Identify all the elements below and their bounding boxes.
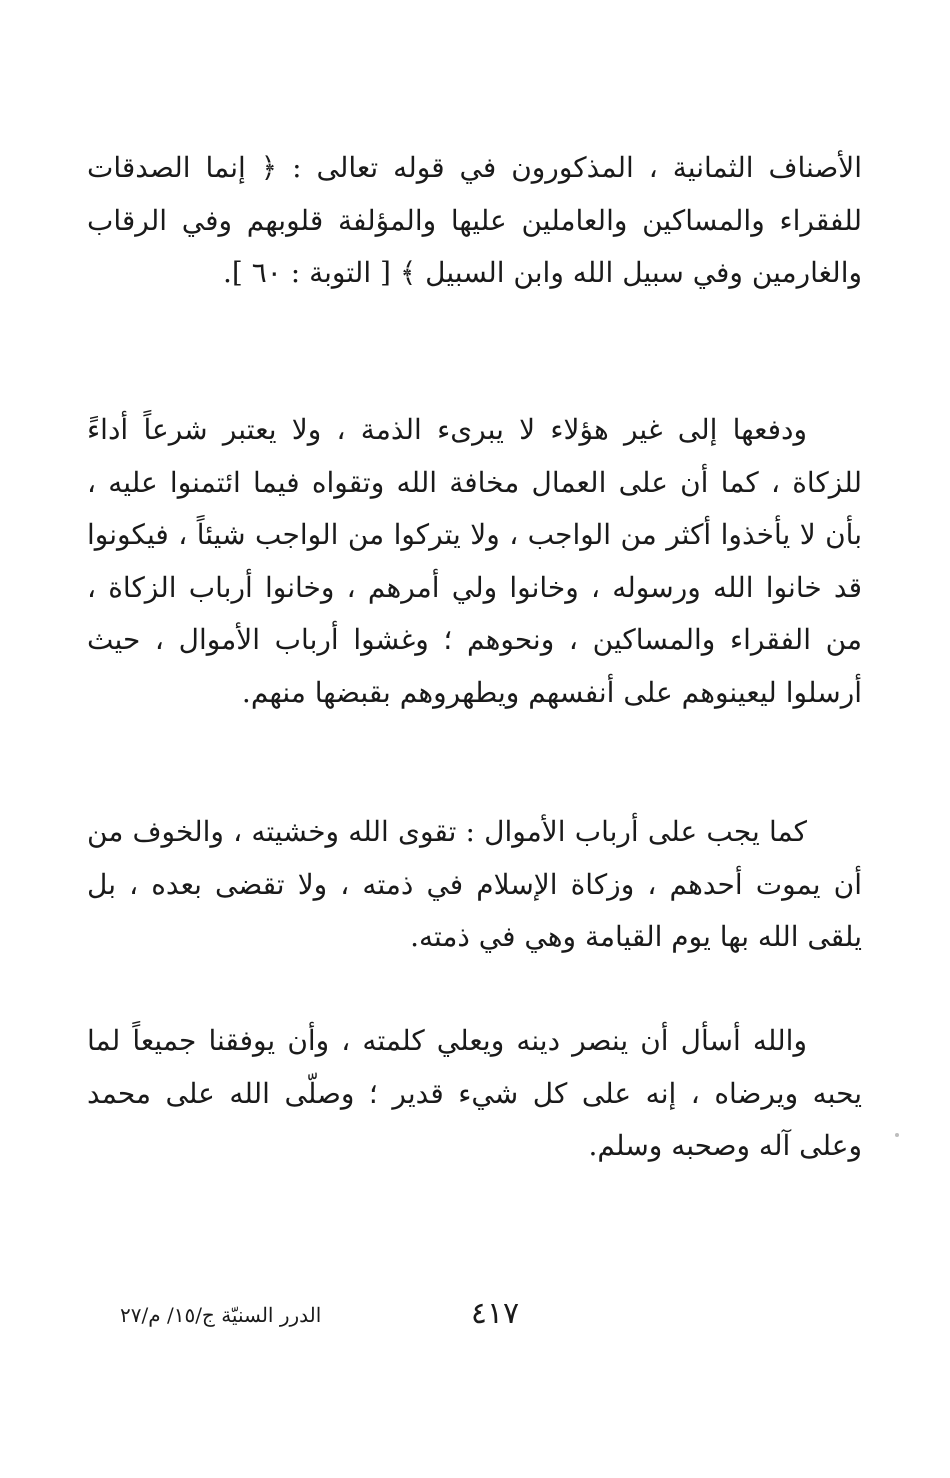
margin-speck [895,1133,899,1137]
paragraph-text: الأصناف الثمانية ، المذكورون في قوله تعالى : ﴿ إنما الصدقات للفقراء والمساكين والعاملين عليها والمؤلفة قلوبهم وفي الرقاب والغارمين وفي سبيل الله وابن السبيل ﴾ [ التوبة : ٦٠ ]. [87,151,862,289]
paragraph-text: كما يجب على أرباب الأموال : تقوى الله وخشيته ، والخوف من أن يموت أحدهم ، وزكاة الإسلام في ذمته ، ولا تقضى بعده ، بل يلقى الله بها يوم القيامة وهي في ذمته. [87,815,862,953]
paragraph-3 [87,806,862,964]
paragraph-1 [87,142,862,300]
paragraph-2 [87,404,862,719]
source-reference: الدرر السنيّة ج/١٥/ م/٢٧ [120,1303,322,1327]
paragraph-4 [87,1015,862,1173]
page-footer [0,1296,950,1336]
paragraph-text: ودفعها إلى غير هؤلاء لا يبرىء الذمة ، ولا يعتبر شرعاً أداءً للزكاة ، كما أن على العمال مخافة الله وتقواه فيما ائتمنوا عليه ، بأن لا يأخذوا أكثر من الواجب ، ولا يتركوا من الواجب شيئاً ، فيكونوا قد خانوا الله ورسوله ، وخانوا ولي أمرهم ، وخانوا أرباب الزكاة ، من الفقراء والمساكين ، ونحوهم ؛ وغشوا أرباب الأموال ، حيث أرسلوا ليعينوهم على أنفسهم ويطهروهم بقبضها منهم. [87,413,862,709]
paragraph-text: والله أسأل أن ينصر دينه ويعلي كلمته ، وأن يوفقنا جميعاً لما يحبه ويرضاه ، إنه على كل شيء قدير ؛ وصلّى الله على محمد وعلى آله وصحبه وسلم. [87,1024,862,1162]
page-number: ٤١٧ [470,1296,520,1331]
